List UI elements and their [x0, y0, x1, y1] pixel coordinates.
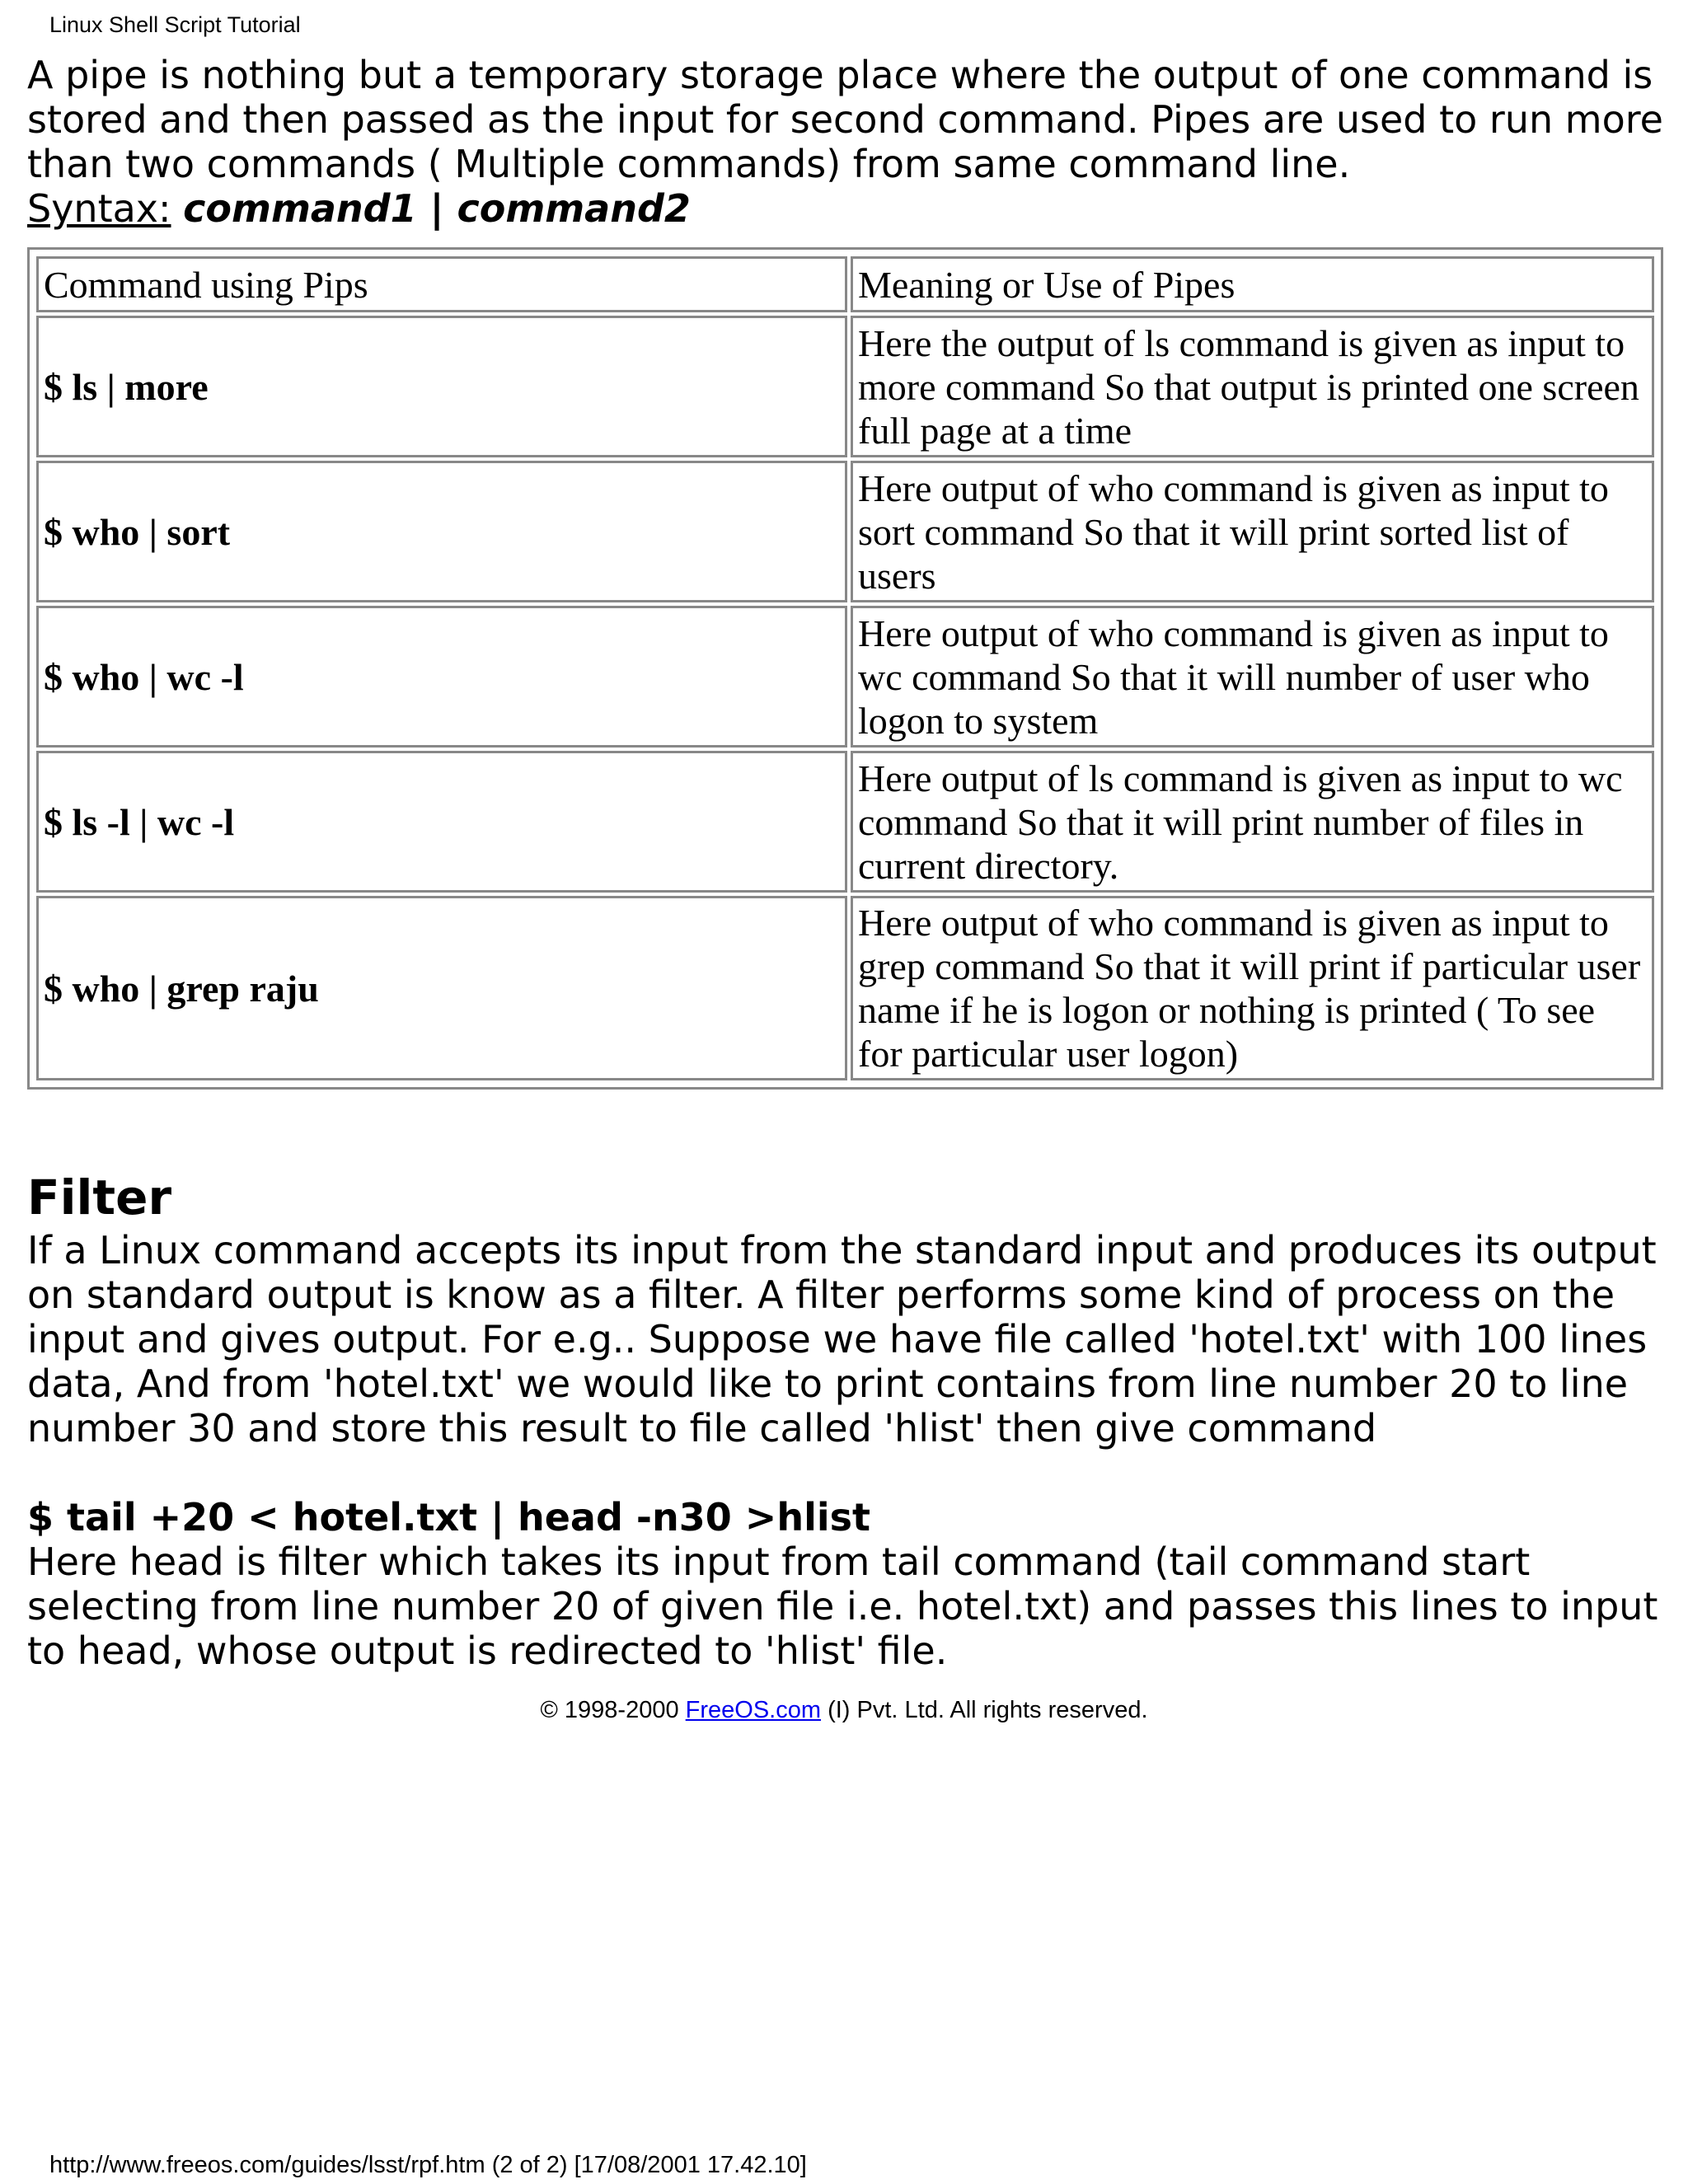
copyright-prefix: © 1998-2000 — [540, 1697, 686, 1723]
command-cell: $ ls -l | wc -l — [36, 751, 847, 893]
table-row — [36, 896, 1654, 1080]
table-row — [36, 606, 1654, 748]
pipes-table — [27, 247, 1663, 1090]
syntax-command: command1 | command2 — [183, 186, 691, 231]
meaning-cell: Here output of who command is given as input to wc command So that it will number of user who logon to system — [851, 606, 1654, 748]
page-url-footer: http://www.freeos.com/guides/lsst/rpf.htm (2 of 2) [17/08/2001 17.42.10] — [49, 2152, 807, 2178]
column-header-meaning: Meaning or Use of Pipes — [851, 256, 1654, 312]
filter-explanation-paragraph: Here head is filter which takes its input from tail command (tail command start selecting from line number 20 of given file i.e. hotel.txt) and passes this lines to input to head, whose output is redirected to 'hlist' file. — [27, 1540, 1658, 1673]
command-cell: $ who | wc -l — [36, 606, 847, 748]
table-row — [36, 316, 1654, 457]
running-header-title: Linux Shell Script Tutorial — [49, 12, 301, 37]
table-header-row — [36, 256, 1654, 312]
filter-heading: Filter — [27, 1169, 172, 1226]
meaning-cell: Here output of ls command is given as input to wc command So that it will print number of files in current directory. — [851, 751, 1654, 893]
table-row — [36, 461, 1654, 602]
meaning-cell: Here output of who command is given as input to sort command So that it will print sorted list of users — [851, 461, 1654, 602]
column-header-command: Command using Pips — [36, 256, 847, 312]
meaning-cell: Here output of who command is given as input to grep command So that it will print if particular user name if he is logon or nothing is printed ( To see for particular user logon) — [851, 896, 1654, 1080]
syntax-line — [27, 186, 691, 231]
copyright-suffix: (I) Pvt. Ltd. All rights reserved. — [821, 1697, 1148, 1723]
command-cell: $ who | sort — [36, 461, 847, 602]
command-cell: $ ls | more — [36, 316, 847, 457]
filter-definition-paragraph: If a Linux command accepts its input from the standard input and produces its output on standard output is know as a filter. A filter performs some kind of process on the input and gives output. For e.g.. Suppose we have file called 'hotel.txt' with 100 lines data, And from 'hotel.txt' we would like to print contains from line number 20 to line number 30 and store this result to file called 'hlist' then give command — [27, 1228, 1657, 1451]
pipe-intro-paragraph: A pipe is nothing but a temporary storage place where the output of one command is stored and then passed as the input for second command. Pipes are used to run more than two commands ( Multiple commands) from same command line. — [27, 53, 1663, 186]
command-cell: $ who | grep raju — [36, 896, 847, 1080]
copyright-footer — [0, 1696, 1688, 1724]
syntax-label: Syntax: — [27, 186, 171, 231]
table-row — [36, 751, 1654, 893]
meaning-cell: Here the output of ls command is given as input to more command So that output is printed one screen full page at a time — [851, 316, 1654, 457]
filter-example-command: $ tail +20 < hotel.txt | head -n30 >hlist — [27, 1495, 870, 1540]
freeos-link[interactable]: FreeOS.com — [685, 1697, 822, 1723]
